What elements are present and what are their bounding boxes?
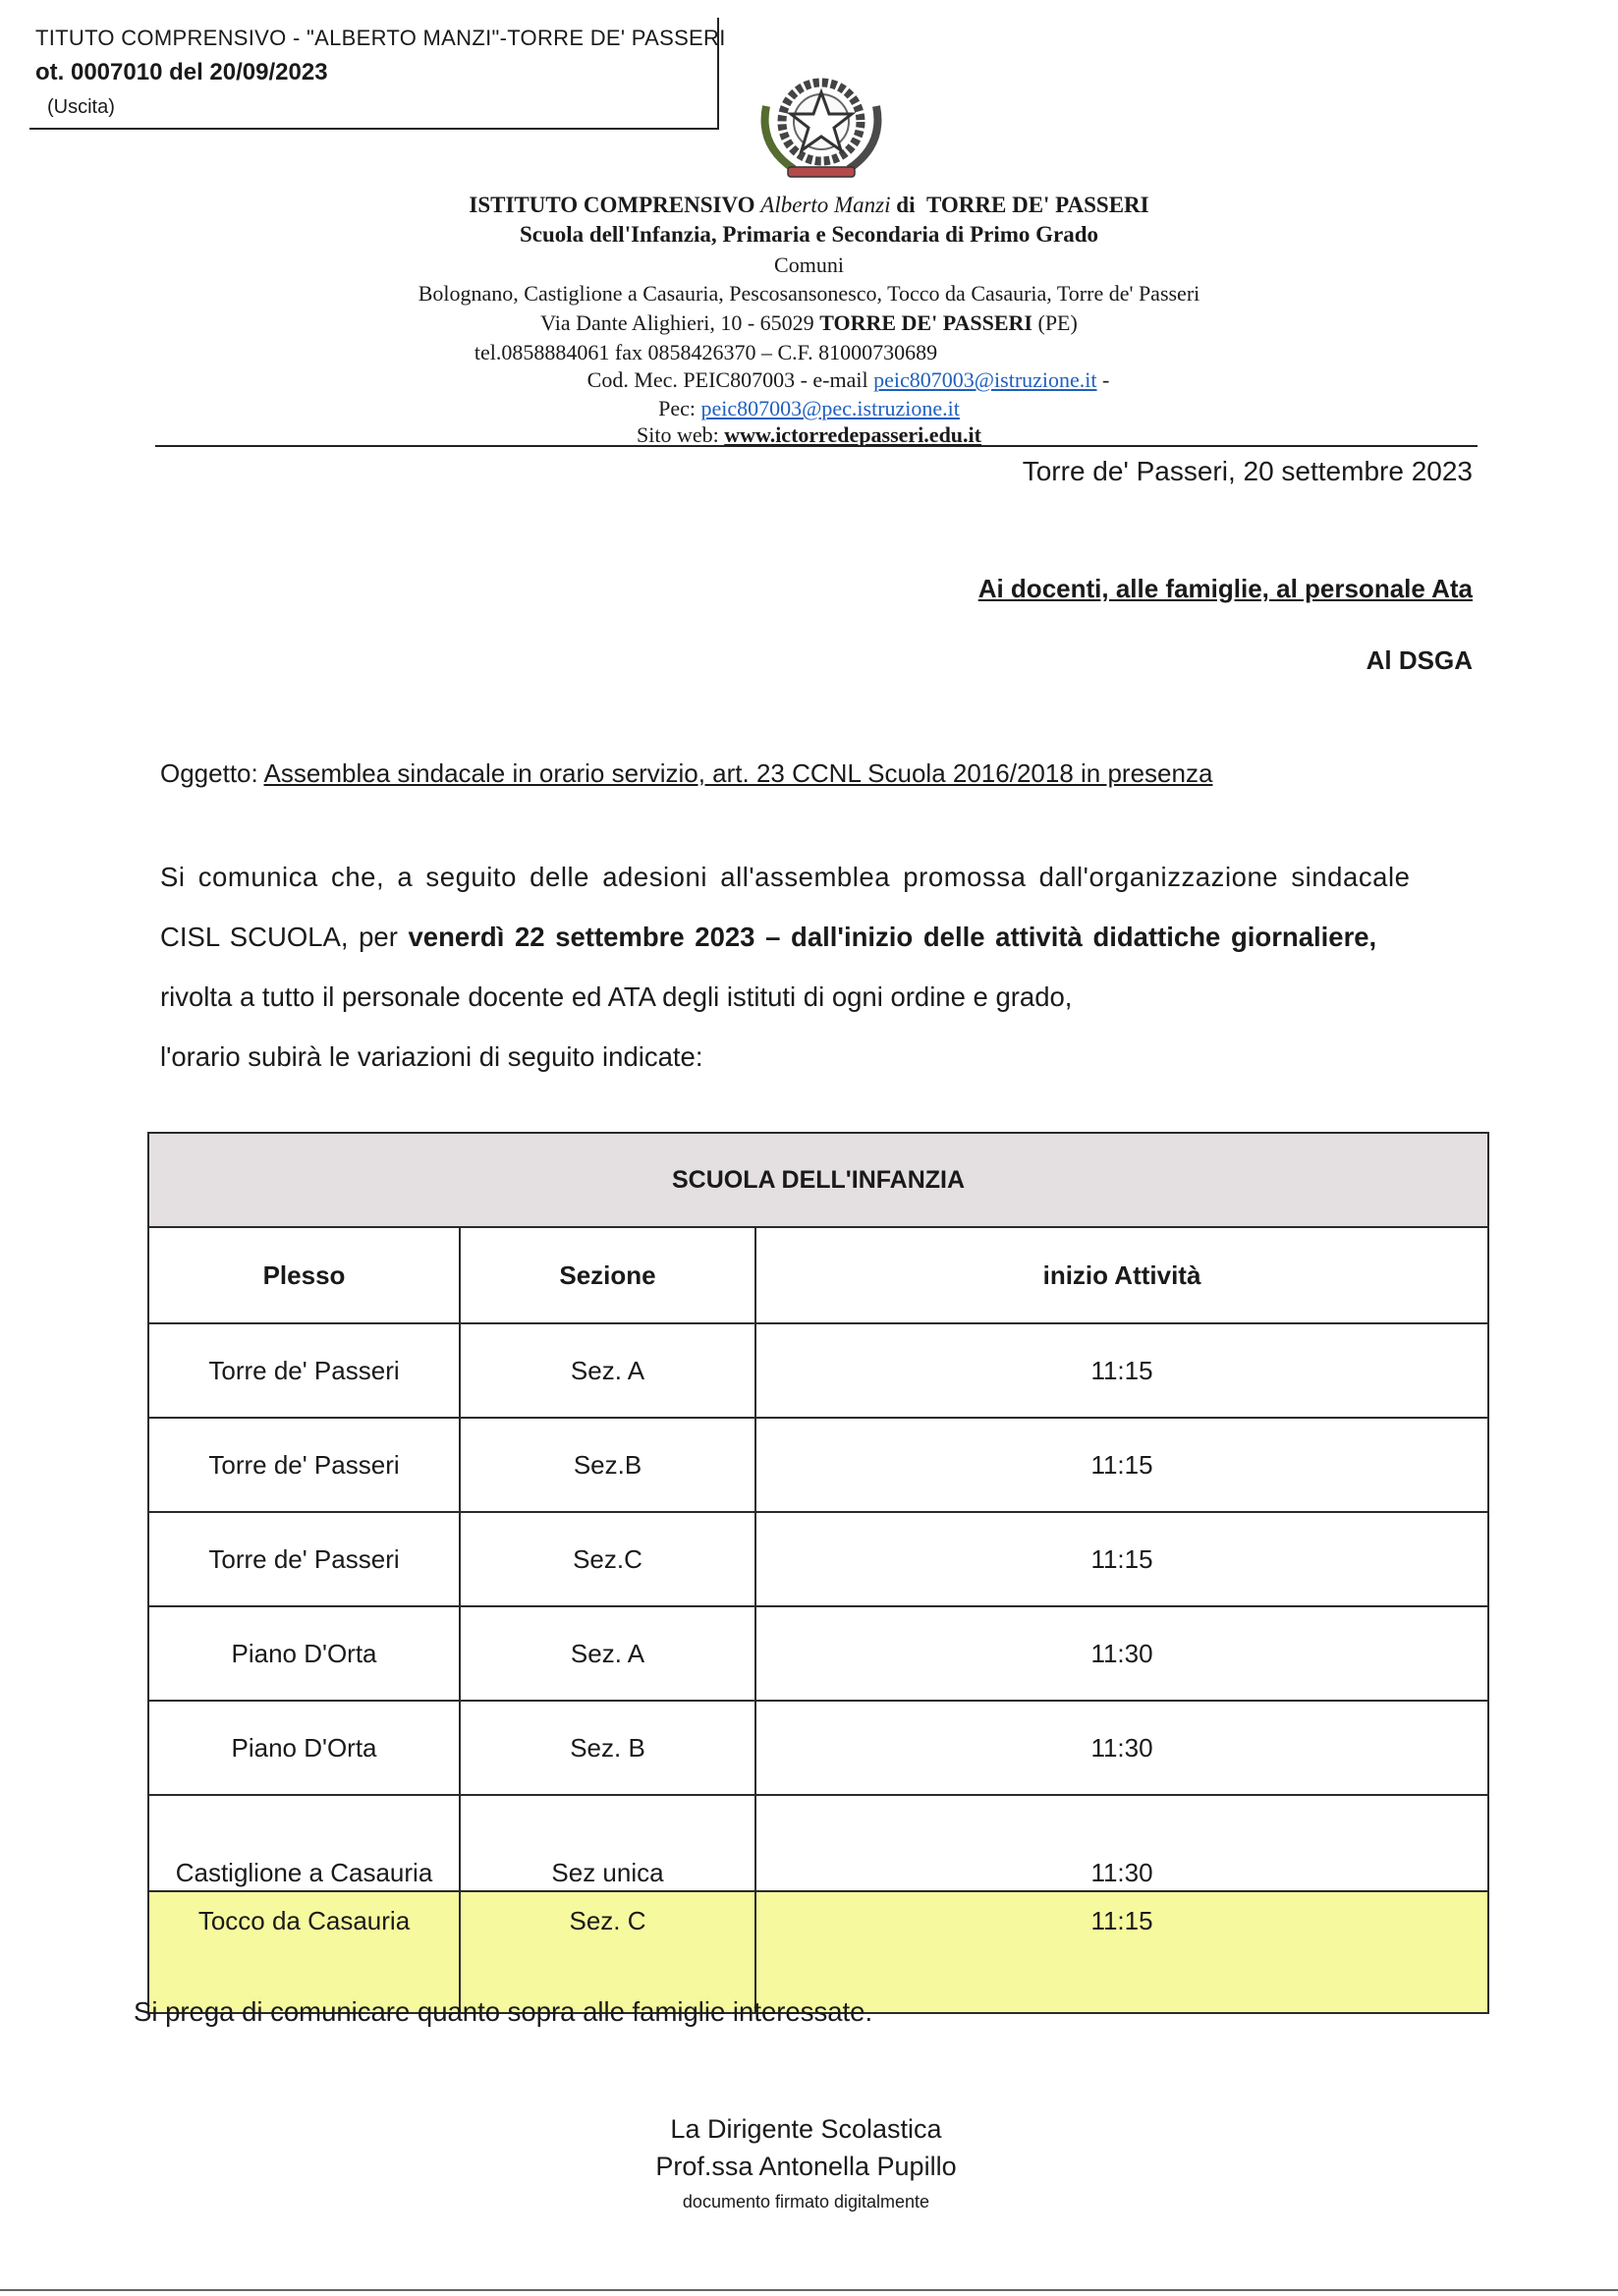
table-row bbox=[148, 1606, 1488, 1701]
letterhead-contacts: tel.0858884061 fax 0858426370 – C.F. 81000730689 bbox=[474, 340, 938, 364]
cell-plesso: Piano D'Orta bbox=[148, 1606, 460, 1701]
address-town: TORRE DE' PASSERI bbox=[819, 310, 1032, 335]
closing-note: Si prega di comunicare quanto sopra alle famiglie interessate. bbox=[134, 1996, 873, 2027]
letterhead-school bbox=[0, 193, 1618, 218]
letterhead-divider bbox=[155, 445, 1478, 447]
stamp-direction: (Uscita) bbox=[47, 96, 115, 118]
protocol-stamp bbox=[29, 18, 726, 130]
table-row bbox=[148, 1795, 1488, 1891]
school-di: di bbox=[896, 193, 916, 217]
pec-label: Pec: bbox=[658, 396, 696, 420]
letterhead-comuni-label: Comuni bbox=[774, 252, 844, 277]
cell-inizio: 11:30 bbox=[755, 1606, 1488, 1701]
cell-inizio: 11:15 bbox=[755, 1512, 1488, 1606]
header-sezione: Sezione bbox=[460, 1227, 755, 1323]
web-label: Sito web: bbox=[637, 422, 719, 447]
cell-inizio: 11:15 bbox=[755, 1323, 1488, 1418]
cell-sezione: Sez.B bbox=[460, 1418, 755, 1512]
email-link[interactable]: peic807003@istruzione.it bbox=[873, 367, 1097, 392]
cell-plesso: Piano D'Orta bbox=[148, 1701, 460, 1795]
place-date: Torre de' Passeri, 20 settembre 2023 bbox=[1022, 456, 1473, 486]
table-row bbox=[148, 1418, 1488, 1512]
table-row-highlighted bbox=[148, 1891, 1488, 2013]
body-line-4: l'orario subirà le variazioni di seguito indicate: bbox=[160, 1041, 703, 1072]
signature-name: Prof.ssa Antonella Pupillo bbox=[655, 2152, 957, 2181]
table-header-row bbox=[148, 1227, 1488, 1323]
signature-role: La Dirigente Scolastica bbox=[670, 2114, 942, 2144]
table-row bbox=[148, 1512, 1488, 1606]
cell-sezione: Sez. B bbox=[460, 1701, 755, 1795]
address-street: Via Dante Alighieri, 10 - 65029 bbox=[540, 310, 814, 335]
address-prov: (PE) bbox=[1037, 310, 1078, 335]
recipients-line-2: Al DSGA bbox=[1366, 645, 1473, 675]
cell-inizio: 11:30 bbox=[755, 1701, 1488, 1795]
table-title: SCUOLA DELL'INFANZIA bbox=[148, 1133, 1488, 1227]
codmec-text: Cod. Mec. PEIC807003 - e-mail bbox=[586, 367, 868, 392]
school-name: Alberto Manzi bbox=[760, 193, 891, 217]
signature-note: documento firmato digitalmente bbox=[682, 2192, 930, 2212]
subject bbox=[160, 758, 1212, 789]
body-line-2-bold: venerdì 22 settembre 2023 – dall'inizio delle attività didattiche giornaliere, bbox=[408, 922, 1377, 952]
cell-inizio: 11:15 bbox=[755, 1418, 1488, 1512]
cell-sezione: Sez. A bbox=[460, 1323, 755, 1418]
cell-plesso: Torre de' Passeri bbox=[148, 1323, 460, 1418]
body-line-2-text: CISL SCUOLA, per bbox=[160, 922, 398, 952]
cell-inizio: 11:30 bbox=[755, 1795, 1488, 1891]
cell-plesso: Tocco da Casauria bbox=[148, 1891, 460, 2013]
cell-sezione: Sez. C bbox=[460, 1891, 755, 2013]
subject-text: Assemblea sindacale in orario servizio, art. 23 CCNL Scuola 2016/2018 in presenza bbox=[263, 758, 1213, 788]
header-inizio: inizio Attività bbox=[755, 1227, 1488, 1323]
body-line-2 bbox=[160, 922, 1376, 953]
web-link[interactable]: www.ictorredepasseri.edu.it bbox=[724, 422, 981, 447]
codmec-dash: - bbox=[1102, 367, 1110, 392]
stamp-protocol-number: ot. 0007010 del 20/09/2023 bbox=[35, 59, 328, 85]
cell-sezione: Sez.C bbox=[460, 1512, 755, 1606]
cell-sezione: Sez unica bbox=[460, 1795, 755, 1891]
cell-sezione: Sez. A bbox=[460, 1606, 755, 1701]
recipients-line-1: Ai docenti, alle famiglie, al personale Ata bbox=[977, 574, 1473, 603]
table-row bbox=[148, 1701, 1488, 1795]
cell-plesso: Torre de' Passeri bbox=[148, 1512, 460, 1606]
letterhead-comuni: Bolognano, Castiglione a Casauria, Pescosansonesco, Tocco da Casauria, Torre de' Passeri bbox=[418, 281, 1200, 306]
pec-link[interactable]: peic807003@pec.istruzione.it bbox=[700, 396, 960, 420]
table-title-row bbox=[148, 1133, 1488, 1227]
letterhead-pec bbox=[0, 396, 1618, 421]
cell-plesso: Torre de' Passeri bbox=[148, 1418, 460, 1512]
letterhead-levels: Scuola dell'Infanzia, Primaria e Secondaria di Primo Grado bbox=[519, 222, 1099, 247]
letterhead-address bbox=[0, 310, 1618, 336]
italian-republic-emblem-icon bbox=[754, 67, 888, 187]
table-row bbox=[148, 1323, 1488, 1418]
page-bottom-edge bbox=[0, 2289, 1618, 2291]
cell-plesso: Castiglione a Casauria bbox=[148, 1795, 460, 1891]
letterhead-codmec bbox=[39, 367, 1618, 393]
cell-inizio: 11:15 bbox=[755, 1891, 1488, 2013]
school-town: TORRE DE' PASSERI bbox=[925, 193, 1149, 217]
stamp-school-line: TITUTO COMPRENSIVO - "ALBERTO MANZI"-TORRE DE' PASSERI bbox=[35, 26, 726, 50]
header-plesso: Plesso bbox=[148, 1227, 460, 1323]
body-line-1: Si comunica che, a seguito delle adesioni all'assemblea promossa dall'organizzazione sindacale bbox=[160, 862, 1411, 892]
body-line-3: rivolta a tutto il personale docente ed ATA degli istituti di ogni ordine e grado, bbox=[160, 981, 1073, 1012]
subject-label: Oggetto: bbox=[160, 758, 258, 788]
school-prefix: ISTITUTO COMPRENSIVO bbox=[469, 193, 755, 217]
schedule-table bbox=[147, 1132, 1489, 2014]
